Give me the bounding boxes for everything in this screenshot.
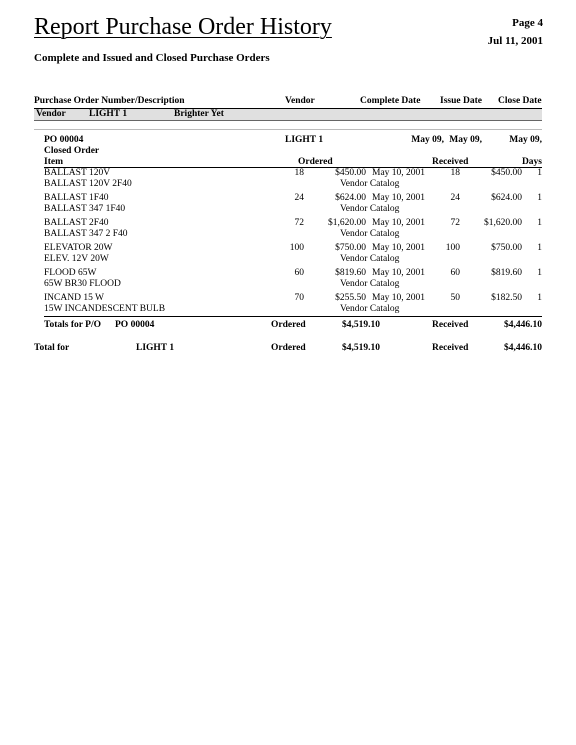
po-number: PO 00004 (44, 135, 84, 145)
item-ordered-price: $819.60 (335, 268, 366, 278)
item-date: May 10, 2001 (372, 193, 426, 203)
col-complete-date: Complete Date (360, 96, 421, 106)
item-description: 65W BR30 FLOOD (44, 279, 121, 289)
vendor-total-ordered-label: Ordered (271, 343, 306, 353)
po-total-received-label: Received (432, 320, 469, 330)
vendor-total-vendor: LIGHT 1 (136, 343, 175, 353)
item-ordered-price: $750.00 (335, 243, 366, 253)
item-ordered-qty: 72 (294, 218, 304, 228)
item-source: Vendor Catalog (340, 279, 400, 289)
item-ordered-price: $450.00 (335, 168, 366, 178)
item-ordered-price: $624.00 (335, 193, 366, 203)
col-vendor: Vendor (285, 96, 315, 106)
col-ordered: Ordered (298, 157, 333, 167)
report-subtitle: Complete and Issued and Closed Purchase Orders (34, 52, 270, 64)
item-description: BALLAST 347 1F40 (44, 204, 126, 214)
vendor-total-received: $4,446.10 (504, 343, 542, 353)
item-date: May 10, 2001 (372, 218, 426, 228)
item-ordered-price: $255.50 (335, 293, 366, 303)
vendor-bar-label: Vendor (36, 109, 66, 119)
item-received-qty: 60 (450, 268, 460, 278)
item-days: 1 (537, 168, 542, 178)
item-source: Vendor Catalog (340, 179, 400, 189)
item-ordered-qty: 70 (294, 293, 304, 303)
item-days: 1 (537, 243, 542, 253)
item-received-price: $1,620.00 (484, 218, 522, 228)
item-source: Vendor Catalog (340, 254, 400, 264)
item-received-qty: 72 (450, 218, 460, 228)
vendor-total-ordered: $4,519.10 (342, 343, 380, 353)
item-ordered-qty: 18 (294, 168, 304, 178)
item-received-qty: 100 (445, 243, 460, 253)
item-description: BALLAST 347 2 F40 (44, 229, 128, 239)
item-days: 1 (537, 218, 542, 228)
item-name: FLOOD 65W (44, 268, 97, 278)
item-received-qty: 50 (450, 293, 460, 303)
po-total-label: Totals for P/O (44, 320, 102, 330)
po-close-date: May 09, (509, 135, 542, 145)
item-description: 15W INCANDESCENT BULB (44, 304, 166, 314)
item-received-price: $182.50 (491, 293, 522, 303)
item-description: BALLAST 120V 2F40 (44, 179, 132, 189)
item-received-price: $624.00 (491, 193, 522, 203)
item-date: May 10, 2001 (372, 268, 426, 278)
po-total-ordered: $4,519.10 (342, 320, 380, 330)
item-ordered-qty: 100 (289, 243, 304, 253)
col-days: Days (521, 157, 542, 167)
item-date: May 10, 2001 (372, 293, 426, 303)
item-received-price: $450.00 (491, 168, 522, 178)
col-issue-date: Issue Date (440, 96, 482, 106)
item-name: BALLAST 2F40 (44, 218, 109, 228)
item-description: ELEV. 12V 20W (44, 254, 109, 264)
po-issue-date: May 09, (449, 135, 482, 145)
page-number: Page 4 (512, 17, 543, 29)
item-name: INCAND 15 W (44, 293, 104, 303)
item-source: Vendor Catalog (340, 204, 400, 214)
divider (34, 129, 542, 130)
col-received: Received (432, 157, 469, 167)
item-received-qty: 18 (450, 168, 460, 178)
item-name: BALLAST 1F40 (44, 193, 109, 203)
item-name: BALLAST 120V (44, 168, 111, 178)
po-complete-date: May 09, (411, 135, 444, 145)
item-date: May 10, 2001 (372, 168, 426, 178)
report-date: Jul 11, 2001 (487, 35, 543, 47)
vendor-bar-name: Brighter Yet (174, 109, 224, 119)
item-received-price: $819.60 (491, 268, 522, 278)
item-received-qty: 24 (450, 193, 460, 203)
vendor-bar-code: LIGHT 1 (89, 109, 128, 119)
po-total-received: $4,446.10 (504, 320, 542, 330)
vendor-total-label: Total for (34, 343, 70, 353)
item-source: Vendor Catalog (340, 229, 400, 239)
item-days: 1 (537, 293, 542, 303)
po-total-rule (44, 316, 542, 317)
item-days: 1 (537, 268, 542, 278)
po-total-ordered-label: Ordered (271, 320, 306, 330)
item-name: ELEVATOR 20W (44, 243, 113, 253)
item-ordered-qty: 60 (294, 268, 304, 278)
item-ordered-qty: 24 (294, 193, 304, 203)
vendor-total-received-label: Received (432, 343, 469, 353)
col-po-description: Purchase Order Number/Description (34, 96, 185, 106)
item-date: May 10, 2001 (372, 243, 426, 253)
report-title: Report Purchase Order History (34, 14, 332, 40)
item-ordered-price: $1,620.00 (328, 218, 366, 228)
po-status: Closed Order (44, 146, 100, 156)
po-total-number: PO 00004 (115, 320, 155, 330)
item-received-price: $750.00 (491, 243, 522, 253)
col-item: Item (44, 157, 63, 167)
item-source: Vendor Catalog (340, 304, 400, 314)
item-days: 1 (537, 193, 542, 203)
po-vendor: LIGHT 1 (285, 135, 324, 145)
col-close-date: Close Date (498, 96, 542, 106)
